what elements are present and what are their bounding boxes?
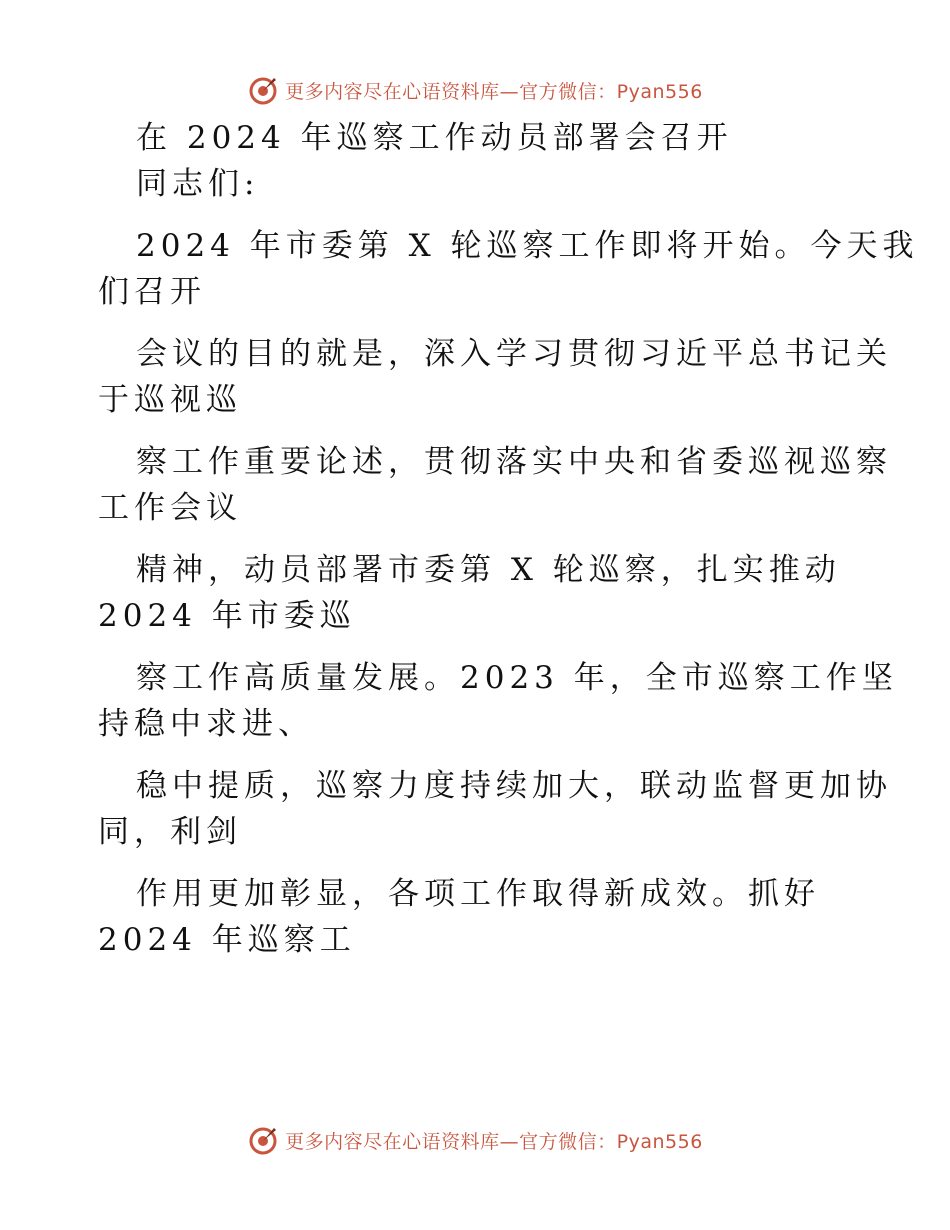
paragraph-line: 稳中提质，巡察力度持续加大，联动监督更加协: [136, 768, 892, 804]
header-watermark: [0, 70, 950, 110]
paragraph-line: 作用更加彰显，各项工作取得新成效。抓好: [136, 876, 820, 912]
watermark-group: [247, 1124, 703, 1156]
paragraph-line: 于巡视巡: [98, 382, 242, 418]
paragraph-line: 2024 年巡察工: [98, 922, 356, 958]
watermark-text: 更多内容尽在心语资料库—官方微信：Pyan556: [285, 80, 703, 103]
paragraph-line: 2024 年市委巡: [98, 598, 356, 634]
watermark-group: [247, 74, 703, 106]
paragraph-line: 会议的目的就是，深入学习贯彻习近平总书记关: [136, 336, 892, 372]
document-title: 在 2024 年巡察工作动员部署会召开: [136, 120, 733, 156]
pen-logo-icon: [247, 1124, 279, 1156]
paragraph-line: 们召开: [98, 274, 206, 310]
paragraph-line: 察工作重要论述，贯彻落实中央和省委巡视巡察: [136, 444, 892, 480]
watermark-text: 更多内容尽在心语资料库—官方微信：Pyan556: [285, 1130, 703, 1153]
paragraph-line: 精神，动员部署市委第 X 轮巡察，扎实推动: [136, 552, 841, 588]
document-body: [98, 120, 919, 958]
paragraph-line: 同，利剑: [98, 814, 242, 850]
footer-watermark: [0, 1120, 950, 1160]
paragraph-line: 工作会议: [98, 490, 242, 526]
paragraph-line: 察工作高质量发展。2023 年，全市巡察工作坚: [136, 660, 898, 696]
pen-logo-icon: [247, 74, 279, 106]
paragraph-line: 2024 年市委第 X 轮巡察工作即将开始。今天我: [136, 228, 919, 264]
paragraph-line: 持稳中求进、: [98, 706, 314, 742]
salutation: 同志们:: [136, 166, 260, 202]
